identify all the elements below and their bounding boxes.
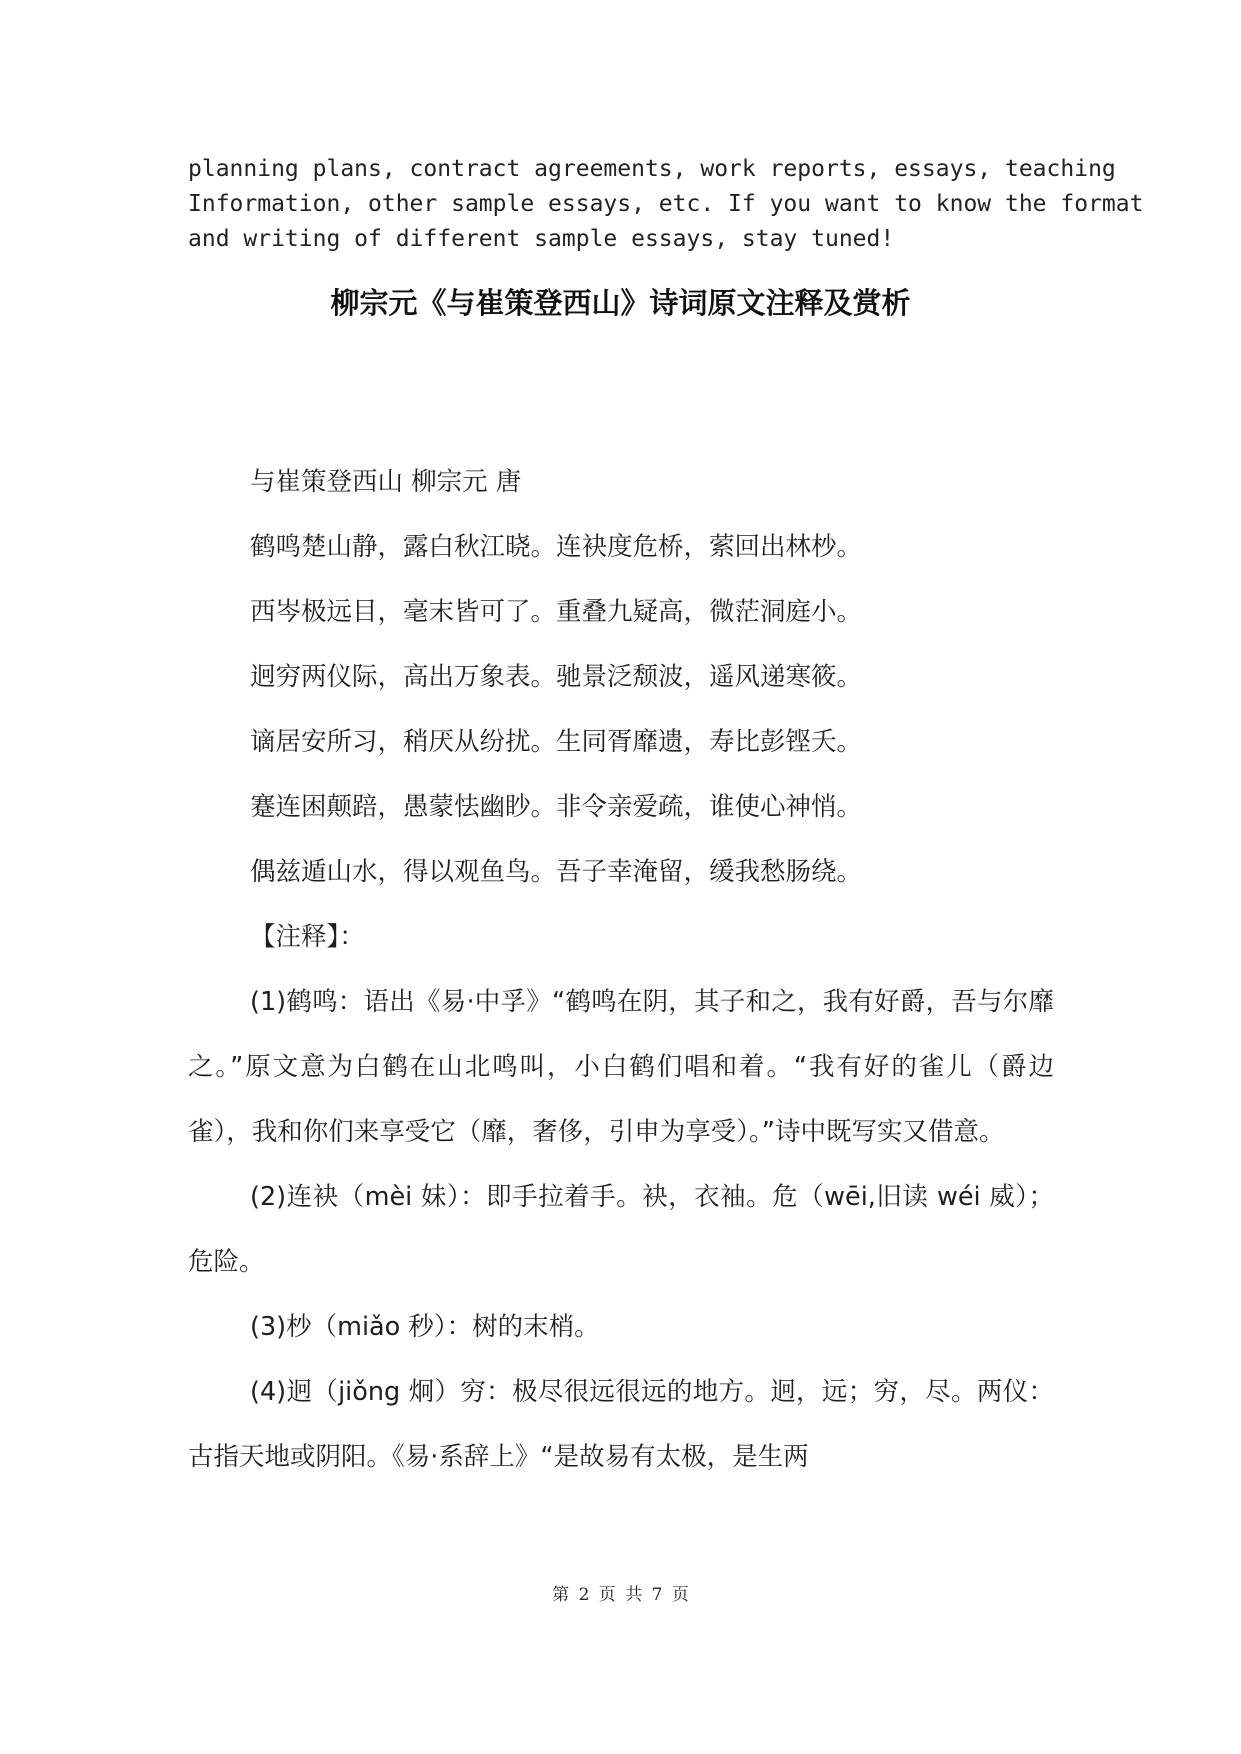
intro-line: and writing of different sample essays, stay tuned! [188, 226, 895, 252]
intro-line: Information, other sample essays, etc. If you want to know the format [188, 191, 1144, 217]
poem-line: 迥穷两仪际，高出万象表。驰景泛颓波，遥风递寒筱。 [250, 662, 863, 692]
note-item: (3)杪（miǎo 秒）：树的末梢。 [250, 1312, 600, 1342]
notes-heading: 【注释】： [250, 922, 365, 952]
note-item: (2)连袂（mèi 妹）：即手拉着手。袂，衣袖。危（wēi,旧读 wéi 威）；危险。 [188, 1182, 1054, 1277]
article-body [188, 450, 1054, 1490]
poem-line: 谪居安所习，稍厌从纷扰。生同胥靡遗，寿比彭铿夭。 [250, 727, 863, 757]
note-item: (1)鹤鸣：语出《易·中孚》“鹤鸣在阴，其子和之，我有好爵，吾与尔靡之。”原文意为白鹤在山北鸣叫，小白鹤们唱和着。“我有好的雀儿（爵边雀），我和你们来享受它（靡，奢侈，引申为享受）。”诗中既写实又借意。 [188, 987, 1054, 1147]
note-item: (4)迥（jiǒng 炯）穷：极尽很远很远的地方。迥，远；穷，尽。两仪：古指天地或阴阳。《易·系辞上》“是故易有太极，是生两 [188, 1377, 1054, 1472]
poem-line: 偶兹遁山水，得以观鱼鸟。吾子幸淹留，缓我愁肠绕。 [250, 857, 863, 887]
poem-line: 鹤鸣楚山静，露白秋江晓。连袂度危桥，萦回出林杪。 [250, 532, 863, 562]
page-title: 柳宗元《与崔策登西山》诗词原文注释及赏析 [330, 286, 911, 320]
poem-line: 西岑极远目，毫末皆可了。重叠九疑高，微茫洞庭小。 [250, 597, 863, 627]
intro-line: planning plans, contract agreements, work reports, essays, teaching [188, 156, 1116, 182]
intro-text [188, 152, 1144, 257]
page-number: 第 2 页 共 7 页 [552, 1585, 689, 1605]
poem-line: 蹇连困颠踣，愚蒙怯幽眇。非令亲爱疏，谁使心神悄。 [250, 792, 863, 822]
poem-heading: 与崔策登西山 柳宗元 唐 [250, 467, 522, 497]
